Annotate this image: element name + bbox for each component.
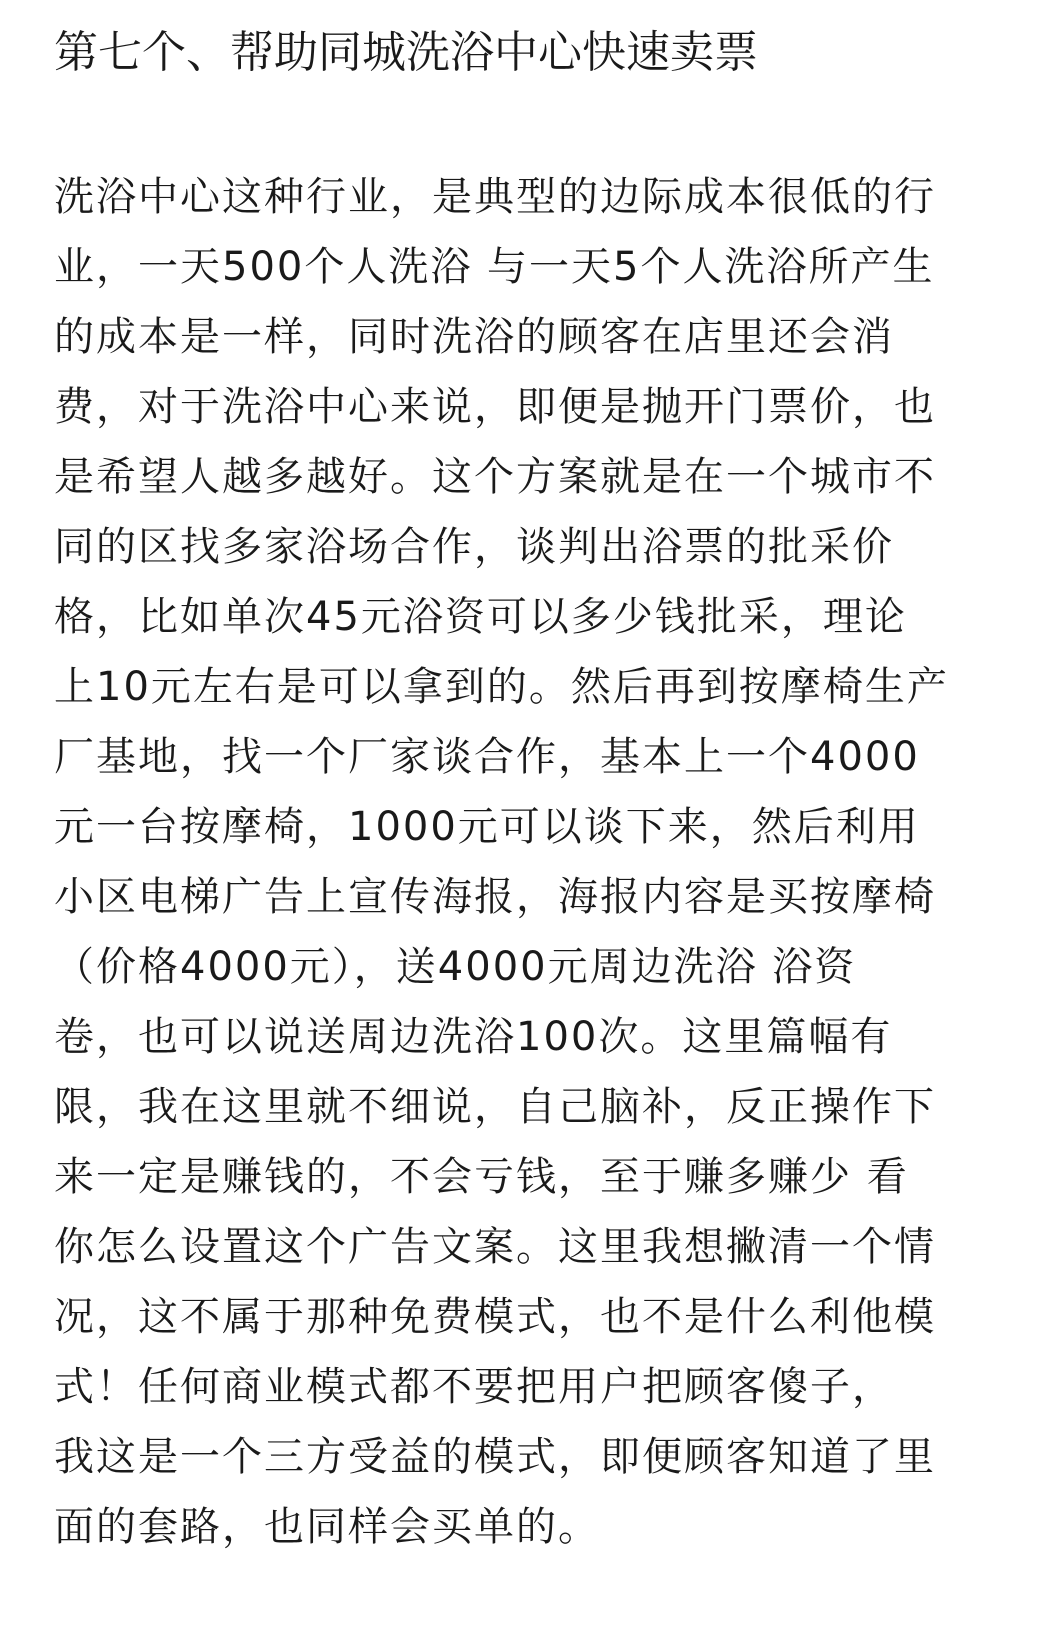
paragraph-line: 我这是一个三方受益的模式，即便顾客知道了里: [54, 1434, 936, 1480]
paragraph-line: 来一定是赚钱的，不会亏钱，至于赚多赚少 看: [54, 1154, 909, 1200]
paragraph-line: 限，我在这里就不细说，自己脑补，反正操作下: [54, 1084, 936, 1130]
paragraph-line: 业，一天500个人洗浴 与一天5个人洗浴所产生: [54, 244, 935, 290]
article-title: 第七个、帮助同城洗浴中心快速卖票: [54, 27, 758, 78]
paragraph-line: 你怎么设置这个广告文案。这里我想撇清一个情: [54, 1224, 936, 1270]
paragraph-line: 式！任何商业模式都不要把用户把顾客傻子，: [54, 1364, 894, 1410]
paragraph-line: 厂基地，找一个厂家谈合作，基本上一个4000: [54, 734, 920, 780]
paragraph-line: 卷，也可以说送周边洗浴100次。这里篇幅有: [54, 1014, 893, 1060]
paragraph-line: 洗浴中心这种行业，是典型的边际成本很低的行: [54, 174, 936, 220]
paragraph-line: 况，这不属于那种免费模式，也不是什么利他模: [54, 1294, 936, 1340]
article-body: [54, 162, 1004, 1562]
paragraph-line: （价格4000元），送4000元周边洗浴 浴资: [54, 944, 857, 990]
paragraph-line: 同的区找多家浴场合作，谈判出浴票的批采价: [54, 524, 894, 570]
paragraph-line: 是希望人越多越好。这个方案就是在一个城市不: [54, 454, 936, 500]
paragraph-line: 费，对于洗浴中心来说，即便是抛开门票价，也: [54, 384, 936, 430]
paragraph-line: 元一台按摩椅，1000元可以谈下来，然后利用: [54, 804, 920, 850]
paragraph-line: 小区电梯广告上宣传海报，海报内容是买按摩椅: [54, 874, 936, 920]
paragraph-line: 的成本是一样，同时洗浴的顾客在店里还会消: [54, 314, 894, 360]
paragraph-line: 格，比如单次45元浴资可以多少钱批采，理论: [54, 594, 907, 640]
paragraph-line: 上10元左右是可以拿到的。然后再到按摩椅生产: [54, 664, 949, 710]
paragraph-line: 面的套路，也同样会买单的。: [54, 1504, 600, 1550]
article: [54, 20, 1004, 1562]
